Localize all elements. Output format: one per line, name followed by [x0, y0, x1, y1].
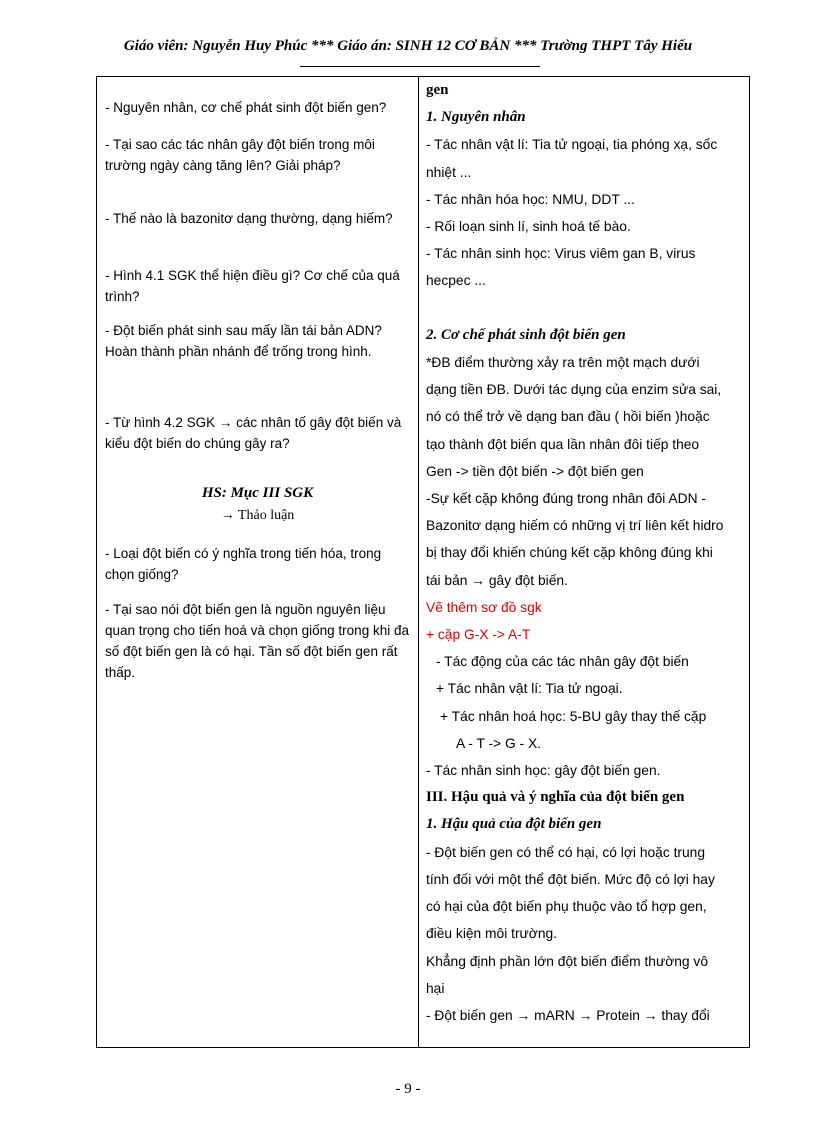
page-number: - 9 -: [395, 1081, 421, 1097]
line-next-replication: tạo thành đột biến qua lần nhân đôi tiếp theo: [426, 436, 700, 452]
line-premutation: dạng tiền ĐB. Dưới tác dụng của enzim sửa sai,: [426, 382, 722, 398]
blank-line: [426, 295, 744, 322]
line-at-to-gx: A - T -> G - X.: [456, 735, 541, 751]
line-harmful-beneficial: - Đột biến gen có thể có hại, có lợi hoặc trung: [426, 844, 706, 860]
line-neutral: tính đối với một thể đột biến. Mức độ có lợi hay: [426, 871, 715, 887]
heading-consequences-significance: III. Hậu quả và ý nghĩa của đột biến gen: [426, 789, 685, 806]
question-raw-material: - Tại sao nói đột biến gen là nguồn nguyên liệu quan trọng cho tiến hoá và chọn giống trong khi đa số đột biến gen là có hại. Tần số đột biến gen rất thấp.: [105, 602, 409, 680]
line-harmless: hại: [426, 980, 445, 996]
lesson-table: [96, 76, 750, 1048]
line-gen: gen: [426, 82, 449, 98]
line-protein-change: - Đột biến gen → mARN → Protein → thay đổi: [426, 1007, 710, 1023]
hs-section-title: HS: Mục III SGK: [201, 485, 314, 501]
line-mispairing: -Sự kết cặp không đúng trong nhân đôi ADN -: [426, 491, 706, 507]
hs-discussion: → Thảo luận: [220, 508, 295, 523]
question-causes: - Nguyên nhân, cơ chế phát sinh đột biến gen?: [105, 100, 387, 115]
line-environment: điều kiện môi trường.: [426, 926, 558, 942]
line-chemical-5bu: + Tác nhân hoá học: 5-BU gây thay thế cặp: [440, 708, 707, 724]
header-underline: [300, 66, 540, 67]
line-physiological: - Rối loạn sinh lí, sinh hoá tế bào.: [426, 219, 631, 235]
line-mutagen-effects: - Tác động của các tác nhân gây đột biến: [436, 654, 689, 670]
line-biological-mutation: - Tác nhân sinh học: gây đột biến gen.: [426, 763, 661, 779]
line-cause-mutation: tái bản → gây đột biến.: [426, 572, 568, 588]
line-gx-to-at: + cặp G-X -> A-T: [426, 627, 531, 643]
question-mutagens-increase: - Tại sao các tác nhân gây đột biến trong môi trường ngày càng tăng lên? Giải pháp?: [105, 137, 375, 173]
page-header: Giáo viên: Nguyễn Huy Phúc *** Giáo án: SINH 12 CƠ BẢN *** Trường THPT Tây Hiếu: [123, 38, 693, 54]
line-biological-agents: - Tác nhân sinh học: Virus viêm gan B, virus: [426, 246, 696, 262]
question-figure-4-2: - Từ hình 4.2 SGK → các nhân tố gây đột biến và kiểu đột biến do chúng gây ra?: [105, 415, 402, 451]
question-replication: - Đột biến phát sinh sau mấy lần tái bản ADN? Hoàn thành phần nhánh để trống trong hình.: [105, 323, 382, 359]
line-rare-base: Bazonitơ dạng hiếm có những vị trí liên kết hidro: [426, 518, 724, 534]
line-biological-agents-cont: hecpec ...: [426, 273, 486, 289]
line-genotype: có hại của đột biến phụ thuộc vào tổ hợp gen,: [426, 899, 707, 915]
question-significance: - Loại đột biến có ý nghĩa trong tiến hóa, trong chọn giống?: [105, 546, 382, 582]
line-point-mutation: *ĐB điểm thường xảy ra trên một mạch dưới: [426, 355, 700, 371]
line-physical-agents-cont: nhiệt ...: [426, 164, 472, 180]
heading-causes: 1. Nguyên nhân: [426, 109, 526, 126]
line-physical-agents: - Tác nhân vật lí: Tia tử ngoại, tia phóng xạ, sốc: [426, 137, 718, 153]
line-gen-flow: Gen -> tiền đột biến -> đột biến gen: [426, 463, 644, 479]
line-draw-diagram: Vẽ thêm sơ đồ sgk: [426, 599, 542, 615]
content-column: [419, 77, 751, 1029]
line-chemical-agents: - Tác nhân hóa học: NMU, DDT ...: [426, 191, 635, 207]
question-bazonito: - Thế nào là bazonitơ dạng thường, dạng hiếm?: [105, 211, 393, 226]
heading-consequences: 1. Hậu quả của đột biến gen: [426, 816, 602, 833]
line-changed-bonds: bị thay đổi khiến chúng kết cặp không đúng khi: [426, 545, 713, 561]
line-physical-uv: + Tác nhân vật lí: Tia tử ngoại.: [436, 681, 623, 697]
line-mostly-harmless: Khẳng định phần lớn đột biến điểm thường vô: [426, 953, 709, 969]
line-reversion: nó có thể trở về dạng ban đầu ( hồi biến )hoặc: [426, 409, 710, 425]
heading-mechanism: 2. Cơ chế phát sinh đột biến gen: [426, 326, 626, 343]
question-figure-4-1: - Hình 4.1 SGK thể hiện điều gì? Cơ chế của quá trình?: [105, 268, 400, 304]
